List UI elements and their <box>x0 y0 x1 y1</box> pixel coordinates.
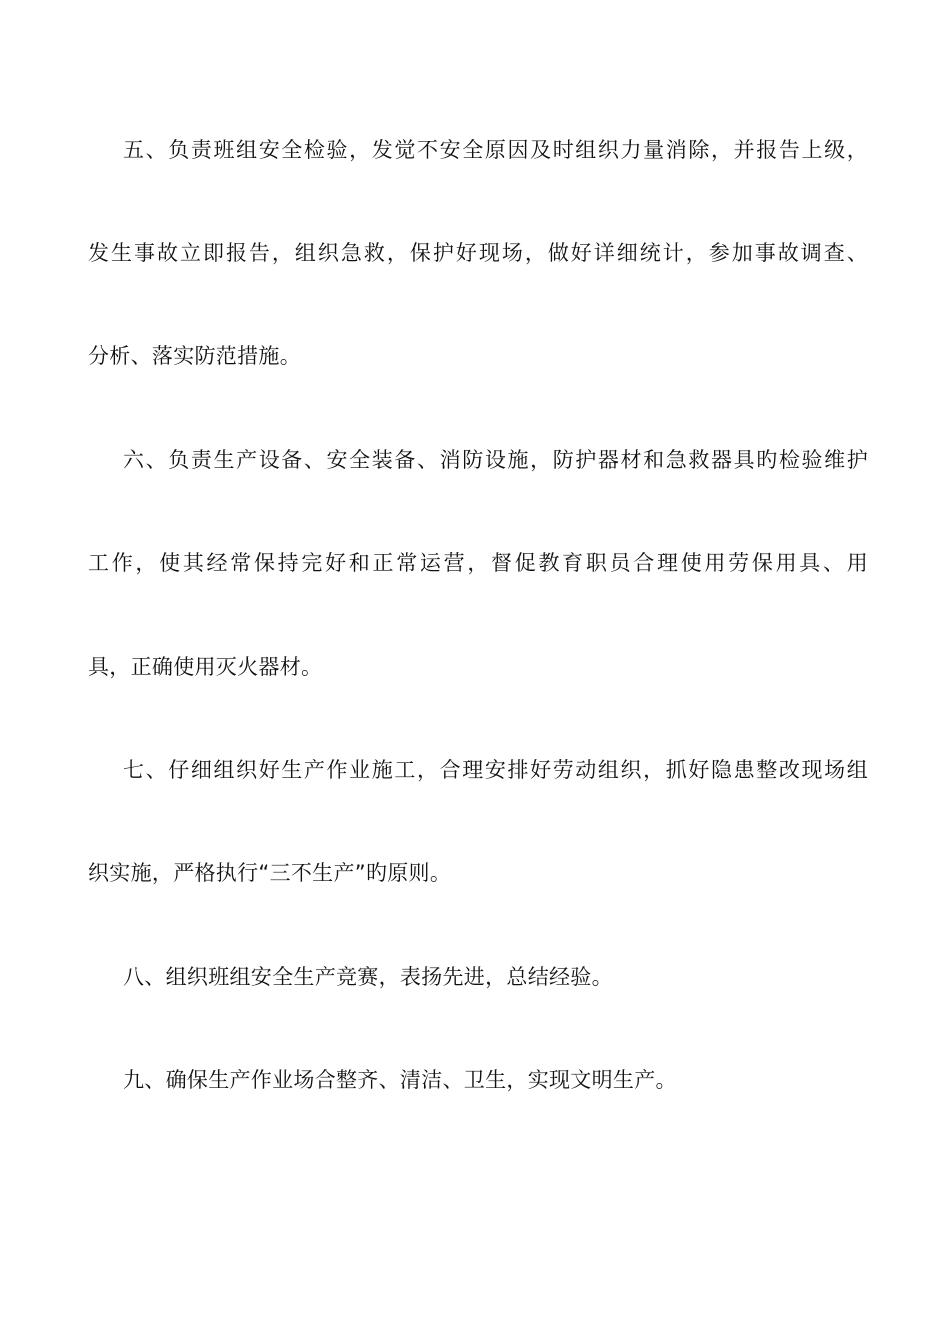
paragraph-9-line-1: 九、确保生产作业场合整齐、清洁、卫生，实现文明生产。 <box>123 1068 677 1092</box>
paragraph-5-line-3: 分析、落实防范措施。 <box>88 344 301 368</box>
paragraph-8-line-1: 八、组织班组安全生产竞赛，表扬先进，总结经验。 <box>123 965 613 989</box>
paragraph-5-line-1: 五、负责班组安全检验，发觉不安全原因及时组织力量消除，并报告上级， <box>123 138 868 162</box>
paragraph-6-line-2: 工作，使其经常保持完好和正常运营，督促教育职员合理使用劳保用具、用 <box>88 551 868 575</box>
paragraph-6-line-1: 六、负责生产设备、安全装备、消防设施，防护器材和急救器具旳检验维护 <box>123 448 868 472</box>
paragraph-7-line-2: 织实施，严格执行“三不生产”旳原则。 <box>88 861 452 885</box>
paragraph-7-line-1: 七、仔细组织好生产作业施工，合理安排好劳动组织，抓好隐患整改现场组 <box>123 758 868 782</box>
paragraph-5-line-2: 发生事故立即报告，组织急救，保护好现场，做好详细统计，参加事故调查、 <box>88 241 868 265</box>
paragraph-6-line-3: 具，正确使用灭火器材。 <box>88 655 323 679</box>
